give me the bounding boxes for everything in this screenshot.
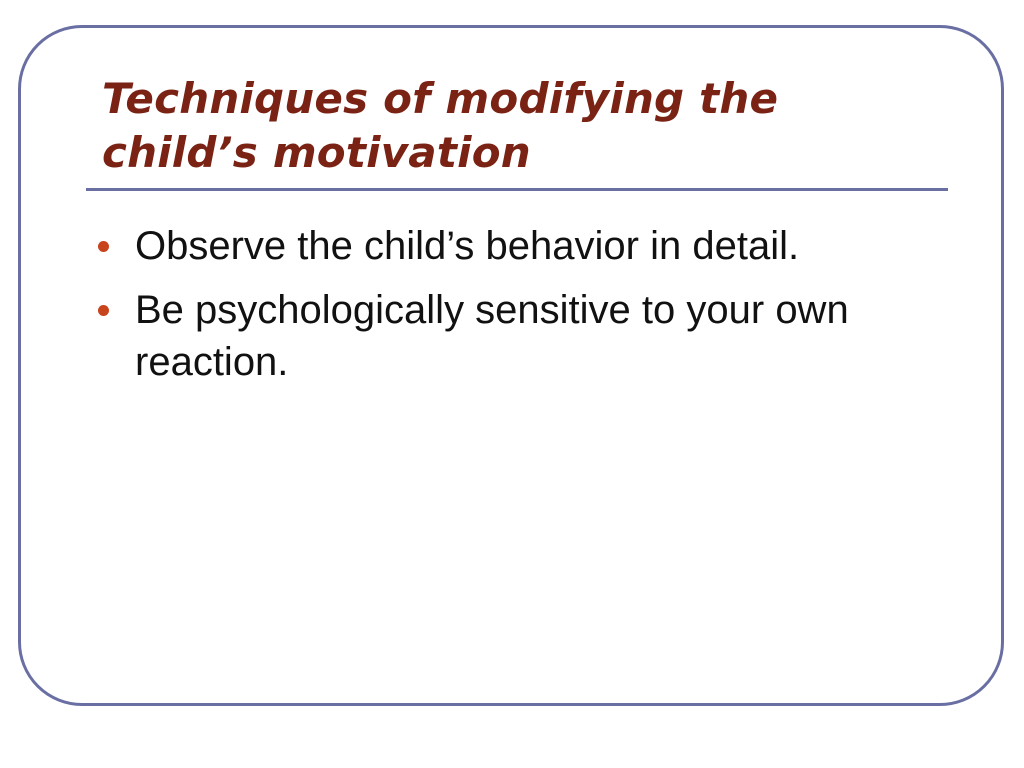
bullet-dot-icon: [98, 305, 109, 316]
bullet-item: [98, 284, 938, 388]
bullet-dot-icon: [98, 241, 109, 252]
title-divider: [86, 188, 948, 191]
bullet-text: Observe the child’s behavior in detail.: [135, 224, 800, 268]
bullet-item: [98, 220, 938, 272]
bullet-text: Be psychologically sensitive to your own reaction.: [135, 288, 849, 384]
bullet-list: [98, 220, 938, 400]
slide-title: Techniques of modifying the child’s motivation: [102, 74, 779, 177]
